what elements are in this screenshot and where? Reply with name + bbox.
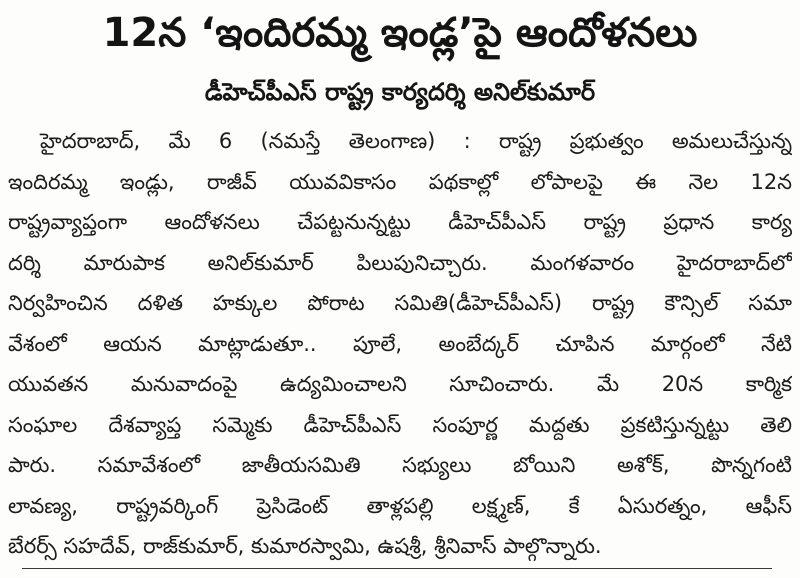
body-line: వేశంలో ఆయన మాట్లాడుతూ.. పూలే, అంబేద్కర్ చూపిన మార్గంలో నేటి	[8, 331, 792, 356]
article-headline: 12న ‘ఇందిరమ్మ ఇండ్ల’పై ఆందోళనలు	[102, 10, 698, 56]
body-line: బేరర్స్ సహదేవ్, రాజ్‌కుమార్, కుమారస్వామి, ఉషశ్రీ, శ్రీనివాస్ పాల్గొన్నారు.	[8, 534, 602, 558]
article-body	[8, 121, 792, 567]
bottom-divider	[22, 568, 772, 569]
body-line: యువతన మనువాదంపై ఉద్యమించాలని సూచించారు. మే 20న కార్మిక	[8, 372, 792, 396]
body-line: నిర్వహించిన దళిత హక్కుల పోరాట సమితి(డీహెచ్‌పీఎస్) రాష్ట్ర కౌన్సిల్ సమా	[8, 291, 792, 315]
body-line: ఇందిరమ్మ ఇండ్లు, రాజీవ్ యువవికాసం పథకాల్లో లోపాలపై ఈ నెల 12న	[8, 169, 792, 194]
body-line: దర్శి మారుపాక అనిల్‌కుమార్ పిలుపునిచ్చారు. మంగళవారం హైదరాబాద్‌లో	[8, 250, 792, 275]
body-line: హైదరాబాద్, మే 6 (నమస్తే తెలంగాణ) : రాష్ట్ర ప్రభుత్వం అమలుచేస్తున్న	[40, 129, 792, 153]
body-line: సంఘాల దేశవ్యాప్త సమ్మెకు డీహెచ్‌పీఎస్ సంపూర్ణ మద్దతు ప్రకటిస్తున్నట్టు తెలి	[8, 412, 792, 437]
body-line: రాష్ట్రవ్యాప్తంగా ఆందోళనలు చేపట్టనున్నట్టు డీహెచ్‌పీఎస్ రాష్ట్ర ప్రధాన కార్య	[8, 210, 792, 234]
article-subheadline: డీహెచ్‌పీఎస్ రాష్ట్ర కార్యదర్శి అనిల్‌కుమార్	[204, 78, 596, 106]
body-line: లావణ్య, రాష్ట్రవర్కింగ్ ప్రెసిడెంట్ తాళ్లపల్లి లక్ష్మణ్, కే ఏసురత్నం, ఆఫీస్	[8, 493, 792, 518]
body-line: పారు. సమావేశంలో జాతీయసమితి సభ్యులు బోయిని అశోక్, పొన్నగంటి	[8, 453, 792, 477]
